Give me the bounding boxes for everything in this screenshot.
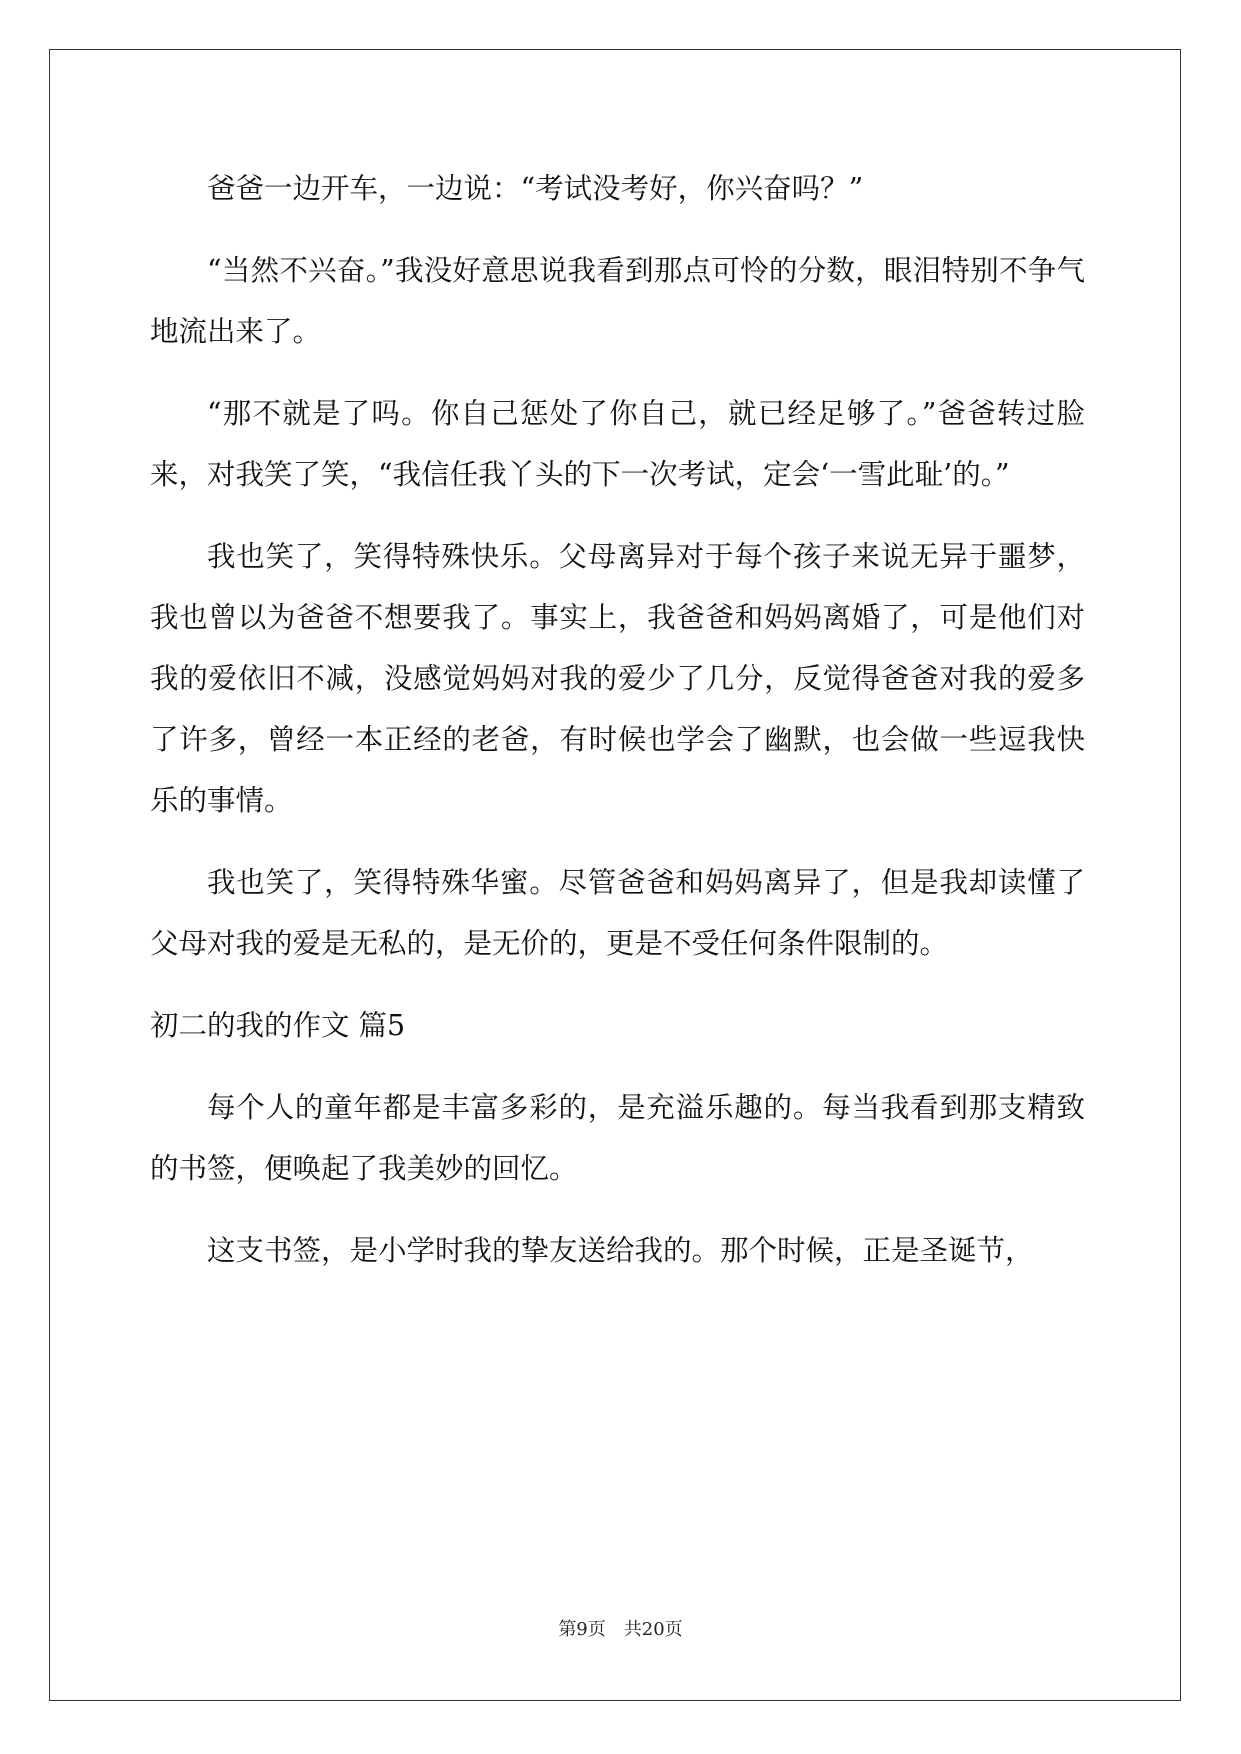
document-body (150, 158, 1085, 1302)
paragraph: 每个人的童年都是丰富多彩的，是充溢乐趣的。每当我看到那支精致的书签，便唤起了我美妙的回忆。 (150, 1091, 1085, 1185)
page-footer: 第9页 共20页 (558, 1619, 683, 1640)
paragraph: 我也笑了，笑得特殊华蜜。尽管爸爸和妈妈离异了，但是我却读懂了父母对我的爱是无私的，是无价的，更是不受任何条件限制的。 (150, 866, 1085, 960)
paragraph: 我也笑了，笑得特殊快乐。父母离异对于每个孩子来说无异于噩梦，我也曾以为爸爸不想要我了。事实上，我爸爸和妈妈离婚了，可是他们对我的爱依旧不减，没感觉妈妈对我的爱少了几分，反觉得爸爸对我的爱多了许多，曾经一本正经的老爸，有时候也学会了幽默，也会做一些逗我快乐的事情。 (150, 540, 1085, 817)
section-heading: 初二的我的作文 篇5 (150, 1009, 406, 1042)
paragraph: “当然不兴奋。”我没好意思说我看到那点可怜的分数，眼泪特别不争气地流出来了。 (150, 254, 1085, 348)
paragraph: “那不就是了吗。你自己惩处了你自己，就已经足够了。”爸爸转过脸来，对我笑了笑，“我信任我丫头的下一次考试，定会‘一雪此耻’的。” (150, 397, 1085, 491)
paragraph: 这支书签，是小学时我的挚友送给我的。那个时候，正是圣诞节， (207, 1234, 1034, 1267)
paragraph: 爸爸一边开车，一边说：“考试没考好，你兴奋吗？” (207, 172, 864, 205)
